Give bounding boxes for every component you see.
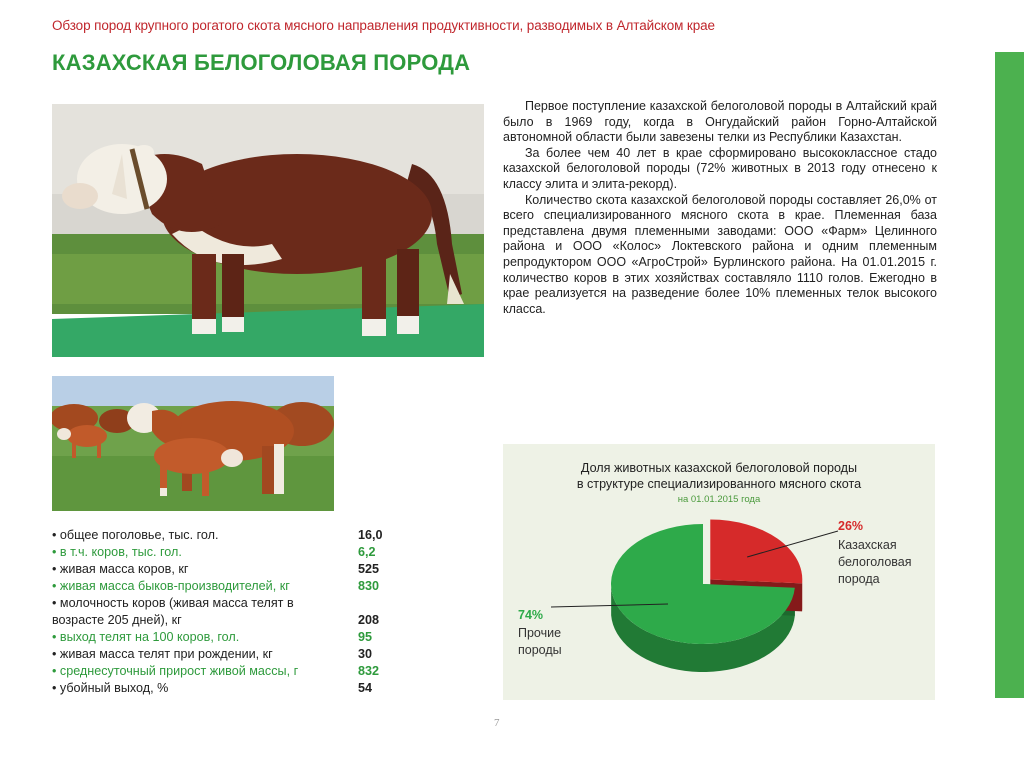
chart-date: на 01.01.2015 года [677, 494, 761, 505]
stat-value: 16,0 [358, 528, 383, 542]
stat-value: 95 [358, 630, 373, 644]
page-number: 7 [494, 717, 500, 729]
slice-value-label: 74% [518, 608, 544, 622]
description-paragraph-2: За более чем 40 лет в крае сформировано высококлассное стадо казахской белоголовой породы (72% животных в 2013 году отнесено к классу элита и элита-рекорд). [503, 145, 937, 191]
stat-value: 525 [358, 562, 380, 576]
slice-category-label: Казахская [838, 538, 897, 552]
chart-title-line: Доля животных казахской белоголовой породы [580, 461, 858, 475]
stat-label: • живая масса коров, кг [52, 562, 189, 576]
stat-row [52, 527, 397, 544]
stat-label: • живая масса быков-производителей, кг [52, 579, 290, 593]
breed-stats-list [52, 527, 397, 697]
slice-category-label: порода [838, 572, 880, 586]
stat-label: • убойный выход, % [52, 681, 169, 695]
stat-value: 208 [358, 613, 380, 627]
stat-row [52, 663, 397, 680]
stat-value: 832 [358, 664, 380, 678]
stat-label: • общее поголовье, тыс. гол. [52, 528, 219, 542]
slice-category-label: породы [518, 643, 562, 657]
stat-value: 54 [358, 681, 373, 695]
description-paragraph-3: Количество скота казахской белоголовой породы составляет 26,0% от всего специализированного мясного скота в крае. Племенная база представлена двумя племенными заводами: ООО «Фарм» Целинного района и ООО «Колос» Локтевского района и одним племенным репродуктором ООО «АгроСтрой» Бурлинского района. На 01.01.2015 г. количество коров в этих хозяйствах составляло 1110 голов. Ежегодно в крае реализуется на разведение более 10% племенных телок высокого класса. [503, 192, 937, 316]
pie-chart-panel [503, 444, 935, 700]
cows-photo [52, 376, 334, 511]
stat-row [52, 561, 397, 578]
stat-label: • выход телят на 100 коров, гол. [52, 630, 240, 644]
stat-label: • живая масса телят при рождении, кг [52, 647, 273, 661]
bull-photo [52, 104, 484, 357]
stat-label: • молочность коров (живая масса телят в возрасте 205 дней), кг [52, 596, 294, 627]
stat-row [52, 595, 397, 629]
stat-row [52, 646, 397, 663]
description-paragraph-1: Первое поступление казахской белоголовой породы в Алтайский край было в 1969 году, когда в Онгудайский район Горно-Алтайской автономной области были завезены телки из Республики Казахстан. [503, 99, 937, 145]
side-accent-bar [995, 52, 1024, 698]
slice-category-label: Прочие [518, 626, 562, 640]
stat-value: 30 [358, 647, 373, 661]
stat-label: • в т.ч. коров, тыс. гол. [52, 545, 182, 559]
stat-value: 6,2 [358, 545, 376, 559]
pie-chart [503, 444, 935, 700]
stat-value: 830 [358, 579, 380, 593]
stat-row [52, 680, 397, 697]
stat-label: • среднесуточный прирост живой массы, г [52, 664, 299, 678]
chart-title-line: в структуре специализированного мясного скота [576, 477, 862, 491]
slice-category-label: белоголовая [838, 555, 912, 569]
pie-slice [710, 520, 802, 584]
stat-row [52, 578, 397, 595]
document-subtitle: Обзор пород крупного рогатого скота мясного направления продуктивности, разводимых в Алтайском крае [52, 18, 715, 33]
page-title: КАЗАХСКАЯ БЕЛОГОЛОВАЯ ПОРОДА [52, 50, 471, 75]
breed-description [503, 99, 937, 317]
slice-value-label: 26% [838, 519, 864, 533]
stat-row [52, 544, 397, 561]
stat-row [52, 629, 397, 646]
